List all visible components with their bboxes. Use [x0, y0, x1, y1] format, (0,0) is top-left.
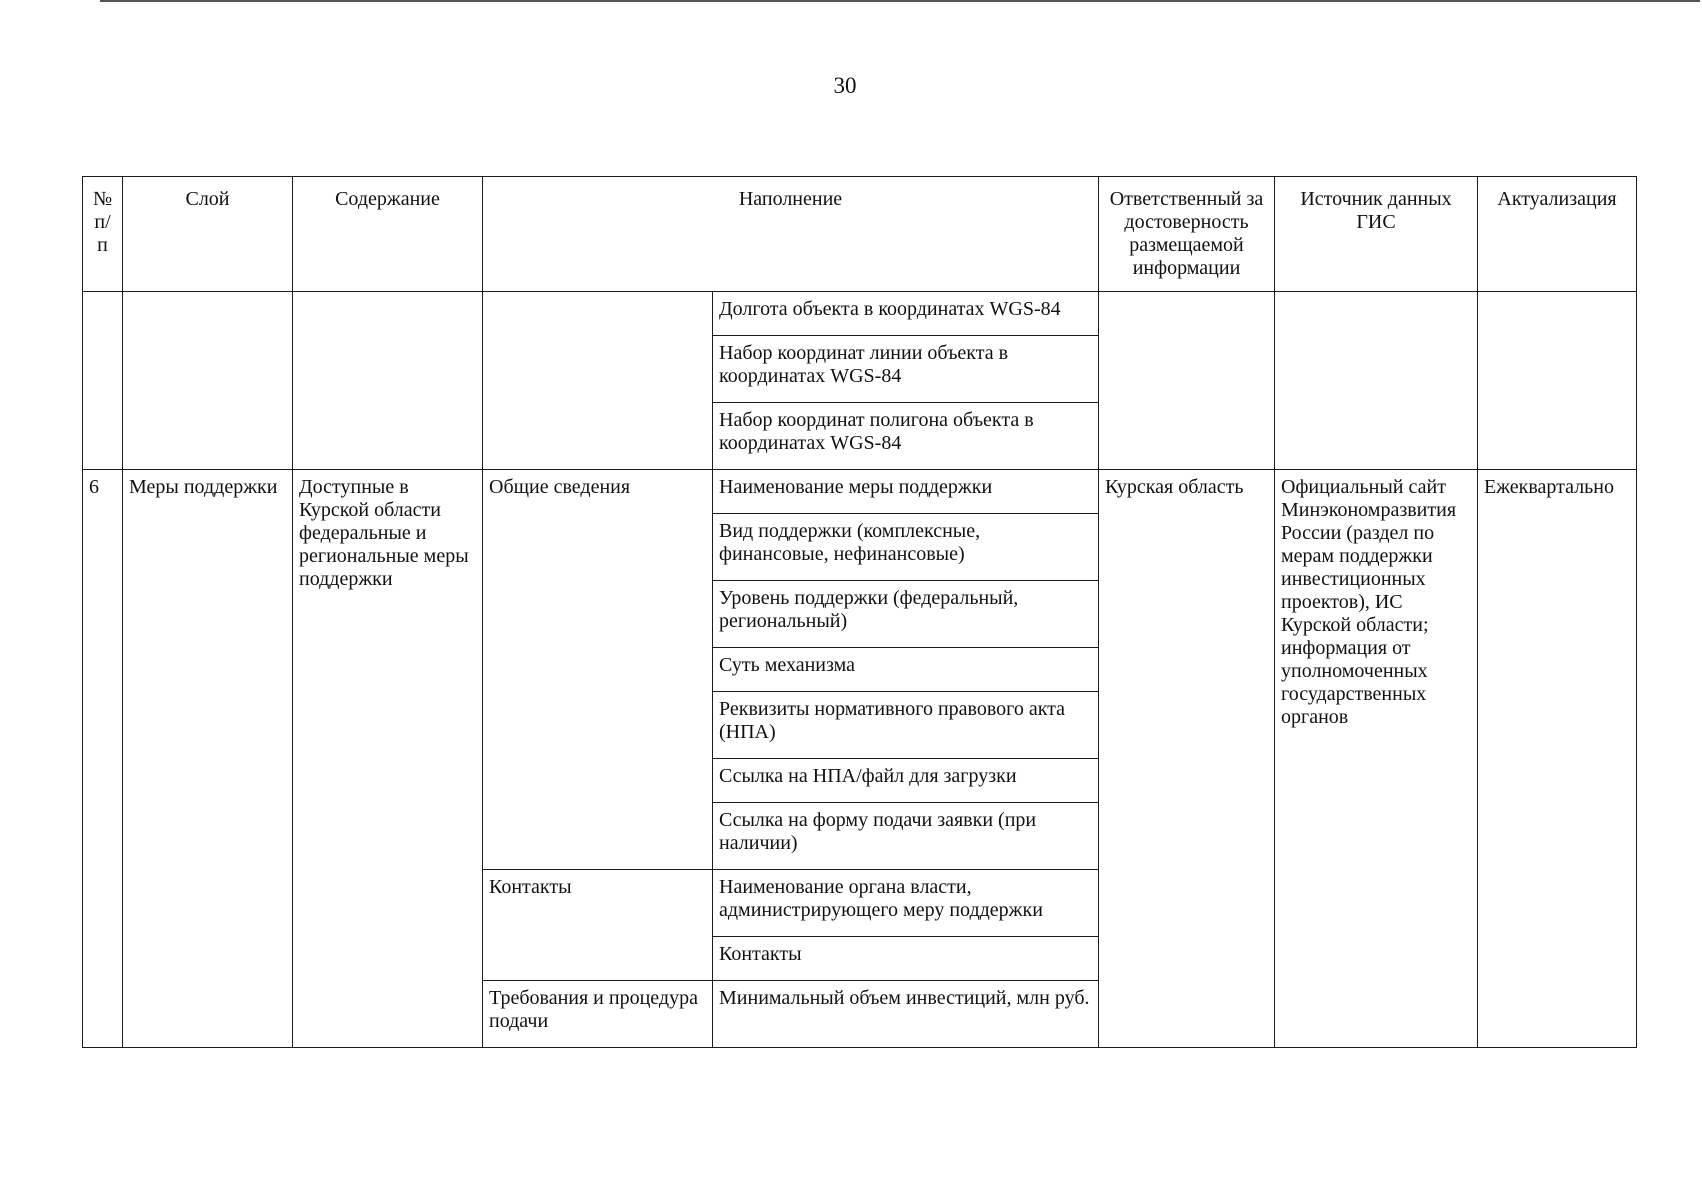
gis-layers-table — [82, 176, 1637, 1048]
section-content: Доступные в Курской области федеральные и региональные меры поддержки — [293, 470, 483, 1048]
filling-item: Вид поддержки (комплексные, финансовые, нефинансовые) — [713, 514, 1099, 581]
cell-empty — [1099, 292, 1275, 470]
filling-item: Уровень поддержки (федеральный, региональный) — [713, 581, 1099, 648]
group-name: Требования и процедура подачи — [483, 981, 713, 1048]
filling-item: Ссылка на форму подачи заявки (при наличии) — [713, 803, 1099, 870]
header-content: Содержание — [293, 177, 483, 292]
cell-empty — [83, 292, 123, 470]
filling-item: Реквизиты нормативного правового акта (НПА) — [713, 692, 1099, 759]
table-row — [83, 470, 1637, 514]
filling-item: Наименование органа власти, администрирующего меру поддержки — [713, 870, 1099, 937]
cell-empty — [483, 292, 713, 470]
section-source: Официальный сайт Минэкономразвития России (раздел по мерам поддержки инвестиционных проектов), ИС Курской области; информация от уполномоченных государственных органов — [1275, 470, 1478, 1048]
section-update: Ежеквартально — [1478, 470, 1637, 1048]
header-filling: Наполнение — [483, 177, 1099, 292]
cell-empty — [123, 292, 293, 470]
group-name: Общие сведения — [483, 470, 713, 870]
filling-item: Долгота объекта в координатах WGS-84 — [713, 292, 1099, 336]
cell-empty — [1478, 292, 1637, 470]
filling-item: Наименование меры поддержки — [713, 470, 1099, 514]
header-source: Источник данных ГИС — [1275, 177, 1478, 292]
page-number: 30 — [833, 73, 857, 98]
cell-empty — [293, 292, 483, 470]
section-layer: Меры поддержки — [123, 470, 293, 1048]
filling-item: Набор координат линии объекта в координатах WGS-84 — [713, 336, 1099, 403]
header-responsible: Ответственный за достоверность размещаемой информации — [1099, 177, 1275, 292]
section-responsible: Курская область — [1099, 470, 1275, 1048]
header-layer: Слой — [123, 177, 293, 292]
group-name: Контакты — [483, 870, 713, 981]
table-header-row — [83, 177, 1637, 292]
filling-item: Ссылка на НПА/файл для загрузки — [713, 759, 1099, 803]
table-row — [83, 292, 1637, 336]
filling-item: Минимальный объем инвестиций, млн руб. — [713, 981, 1099, 1048]
filling-item: Набор координат полигона объекта в координатах WGS-84 — [713, 403, 1099, 470]
header-num: № п/ п — [83, 177, 123, 292]
section-number: 6 — [83, 470, 123, 1048]
filling-item: Контакты — [713, 937, 1099, 981]
filling-item: Суть механизма — [713, 648, 1099, 692]
scan-edge-top — [100, 0, 1700, 2]
cell-empty — [1275, 292, 1478, 470]
header-update: Актуализация — [1478, 177, 1637, 292]
